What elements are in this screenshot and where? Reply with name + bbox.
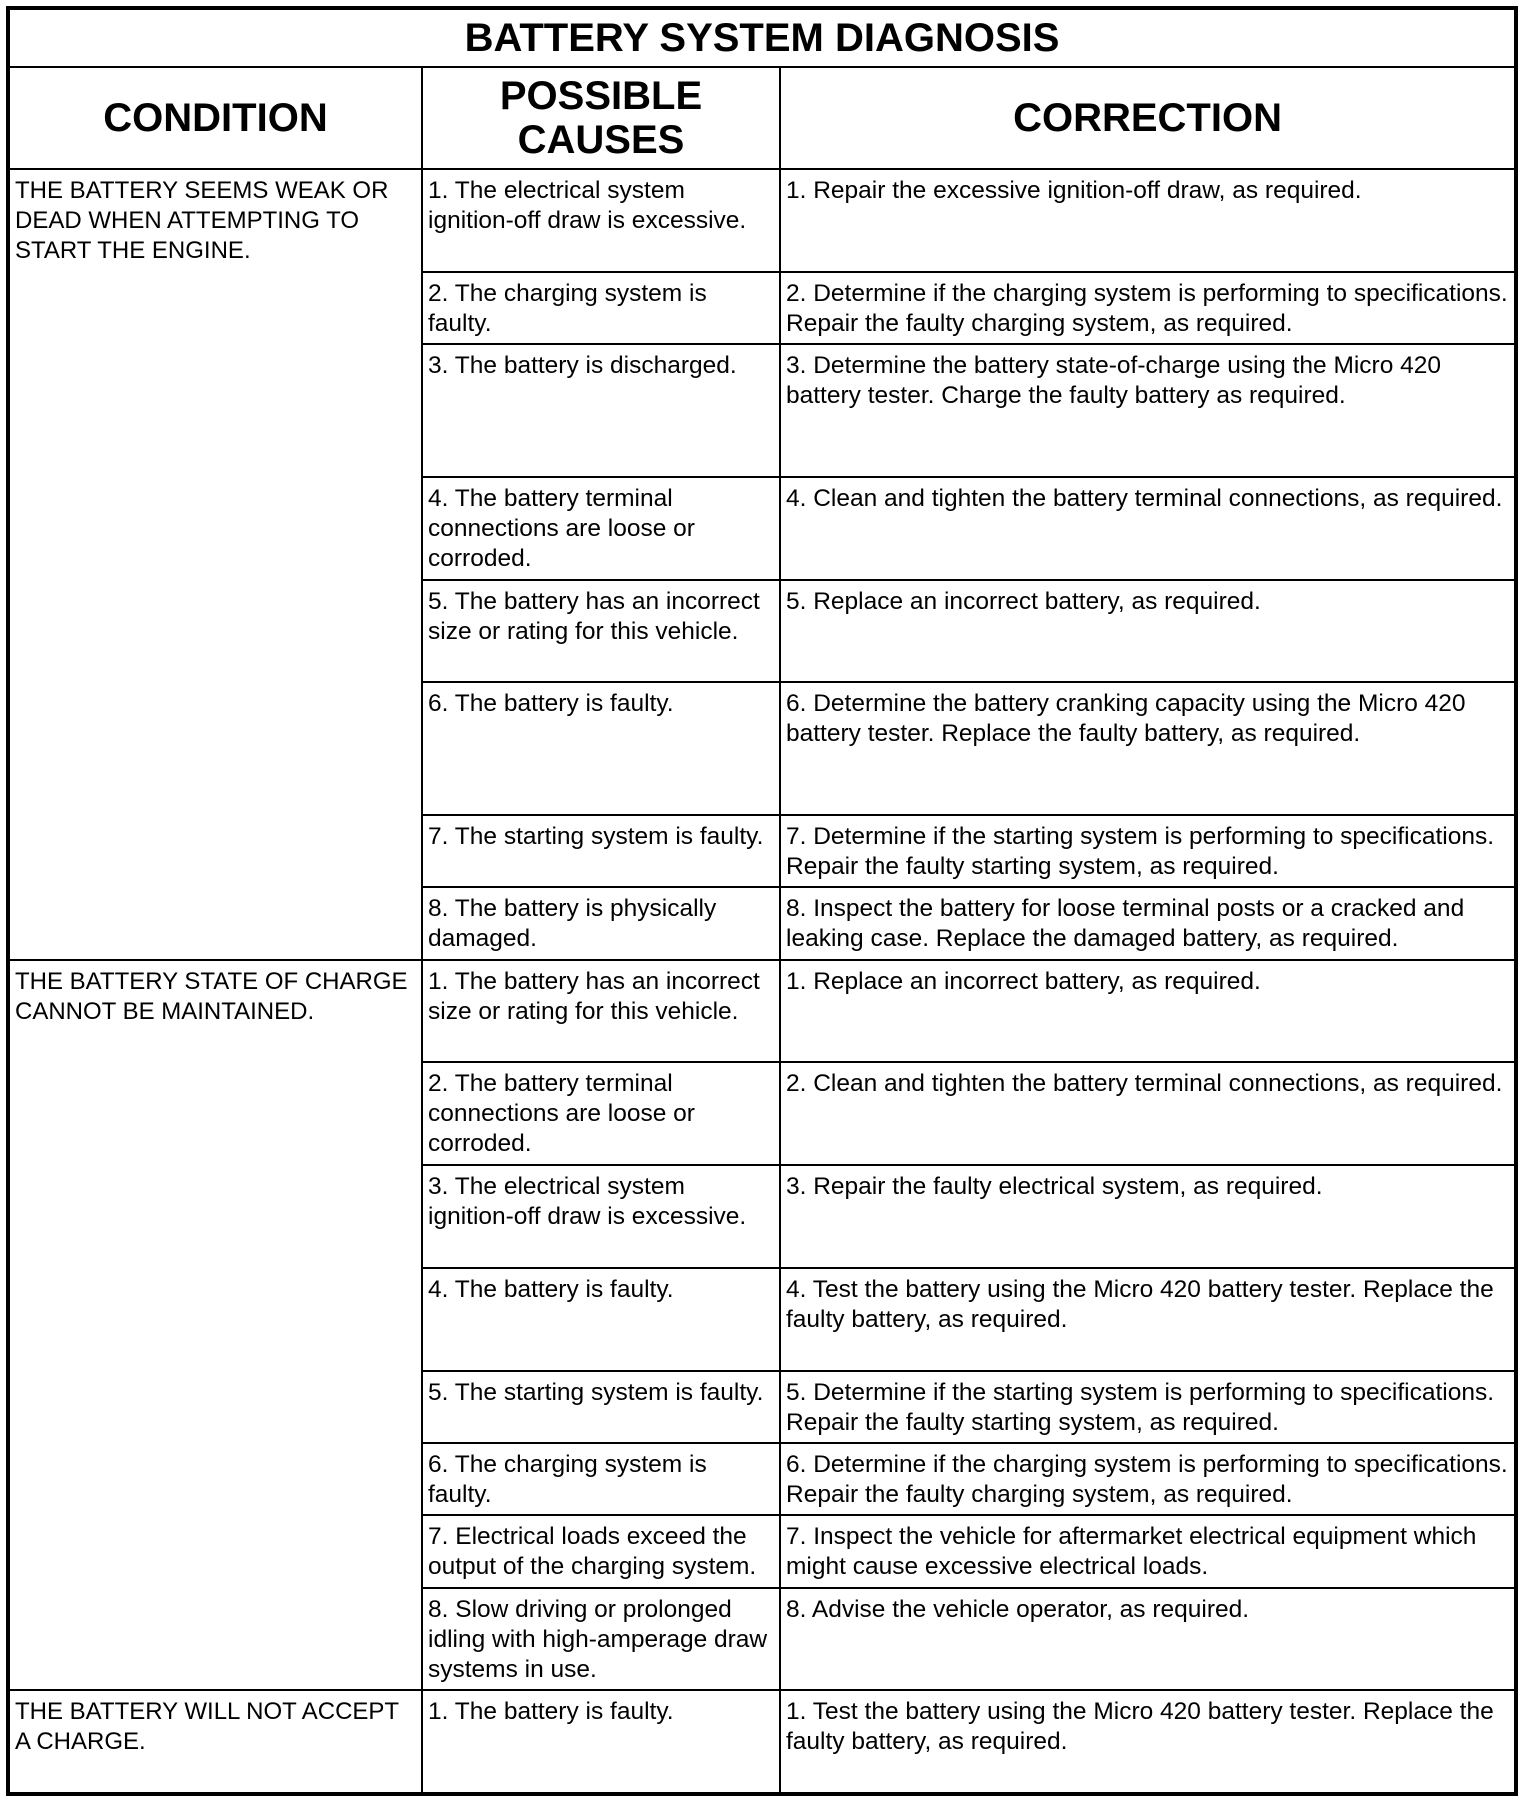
header-correction: CORRECTION (780, 67, 1516, 169)
cause-cell: 1. The battery has an incorrect size or rating for this vehicle. (422, 960, 780, 1062)
correction-cell: 6. Determine the battery cranking capacity using the Micro 420 battery tester. Replace the faulty battery, as required. (780, 682, 1516, 815)
cause-cell: 7. The starting system is faulty. (422, 815, 780, 887)
cause-cell: 8. The battery is physically damaged. (422, 887, 780, 960)
cause-cell: 4. The battery terminal connections are loose or corroded. (422, 477, 780, 580)
correction-cell: 4. Clean and tighten the battery terminal connections, as required. (780, 477, 1516, 580)
correction-cell: 1. Replace an incorrect battery, as required. (780, 960, 1516, 1062)
condition-cell: THE BATTERY SEEMS WEAK OR DEAD WHEN ATTEMPTING TO START THE ENGINE. (8, 169, 422, 960)
correction-cell: 1. Repair the excessive ignition-off draw, as required. (780, 169, 1516, 272)
correction-cell: 4. Test the battery using the Micro 420 battery tester. Replace the faulty battery, as required. (780, 1268, 1516, 1371)
correction-cell: 5. Replace an incorrect battery, as required. (780, 580, 1516, 682)
cause-cell: 3. The battery is discharged. (422, 344, 780, 477)
correction-cell: 6. Determine if the charging system is performing to specifications. Repair the faulty charging system, as required. (780, 1443, 1516, 1515)
cause-cell: 3. The electrical system ignition-off draw is excessive. (422, 1165, 780, 1268)
cause-cell: 8. Slow driving or prolonged idling with high-amperage draw systems in use. (422, 1588, 780, 1690)
correction-cell: 1. Test the battery using the Micro 420 battery tester. Replace the faulty battery, as required. (780, 1690, 1516, 1794)
correction-cell: 7. Inspect the vehicle for aftermarket electrical equipment which might cause excessive electrical loads. (780, 1515, 1516, 1588)
cause-cell: 4. The battery is faulty. (422, 1268, 780, 1371)
table-row (8, 169, 1516, 272)
condition-cell: THE BATTERY WILL NOT ACCEPT A CHARGE. (8, 1690, 422, 1794)
correction-cell: 2. Determine if the charging system is performing to specifications. Repair the faulty charging system, as required. (780, 272, 1516, 344)
correction-cell: 8. Advise the vehicle operator, as required. (780, 1588, 1516, 1690)
correction-cell: 2. Clean and tighten the battery terminal connections, as required. (780, 1062, 1516, 1165)
header-possible-causes: POSSIBLE CAUSES (422, 67, 780, 169)
cause-cell: 2. The battery terminal connections are loose or corroded. (422, 1062, 780, 1165)
cause-cell: 2. The charging system is faulty. (422, 272, 780, 344)
correction-cell: 3. Determine the battery state-of-charge using the Micro 420 battery tester. Charge the faulty battery as required. (780, 344, 1516, 477)
cause-cell: 1. The electrical system ignition-off draw is excessive. (422, 169, 780, 272)
table-title: BATTERY SYSTEM DIAGNOSIS (8, 8, 1516, 67)
cause-cell: 7. Electrical loads exceed the output of the charging system. (422, 1515, 780, 1588)
cause-cell: 6. The battery is faulty. (422, 682, 780, 815)
cause-cell: 1. The battery is faulty. (422, 1690, 780, 1794)
condition-cell: THE BATTERY STATE OF CHARGE CANNOT BE MAINTAINED. (8, 960, 422, 1690)
cause-cell: 5. The battery has an incorrect size or rating for this vehicle. (422, 580, 780, 682)
table-row (8, 960, 1516, 1062)
cause-cell: 6. The charging system is faulty. (422, 1443, 780, 1515)
diagnosis-table (6, 6, 1518, 1796)
correction-cell: 8. Inspect the battery for loose terminal posts or a cracked and leaking case. Replace the damaged battery, as required. (780, 887, 1516, 960)
table-row (8, 1690, 1516, 1794)
correction-cell: 7. Determine if the starting system is performing to specifications. Repair the faulty starting system, as required. (780, 815, 1516, 887)
correction-cell: 3. Repair the faulty electrical system, as required. (780, 1165, 1516, 1268)
table-body (8, 169, 1516, 1794)
header-condition: CONDITION (8, 67, 422, 169)
correction-cell: 5. Determine if the starting system is performing to specifications. Repair the faulty starting system, as required. (780, 1371, 1516, 1443)
cause-cell: 5. The starting system is faulty. (422, 1371, 780, 1443)
